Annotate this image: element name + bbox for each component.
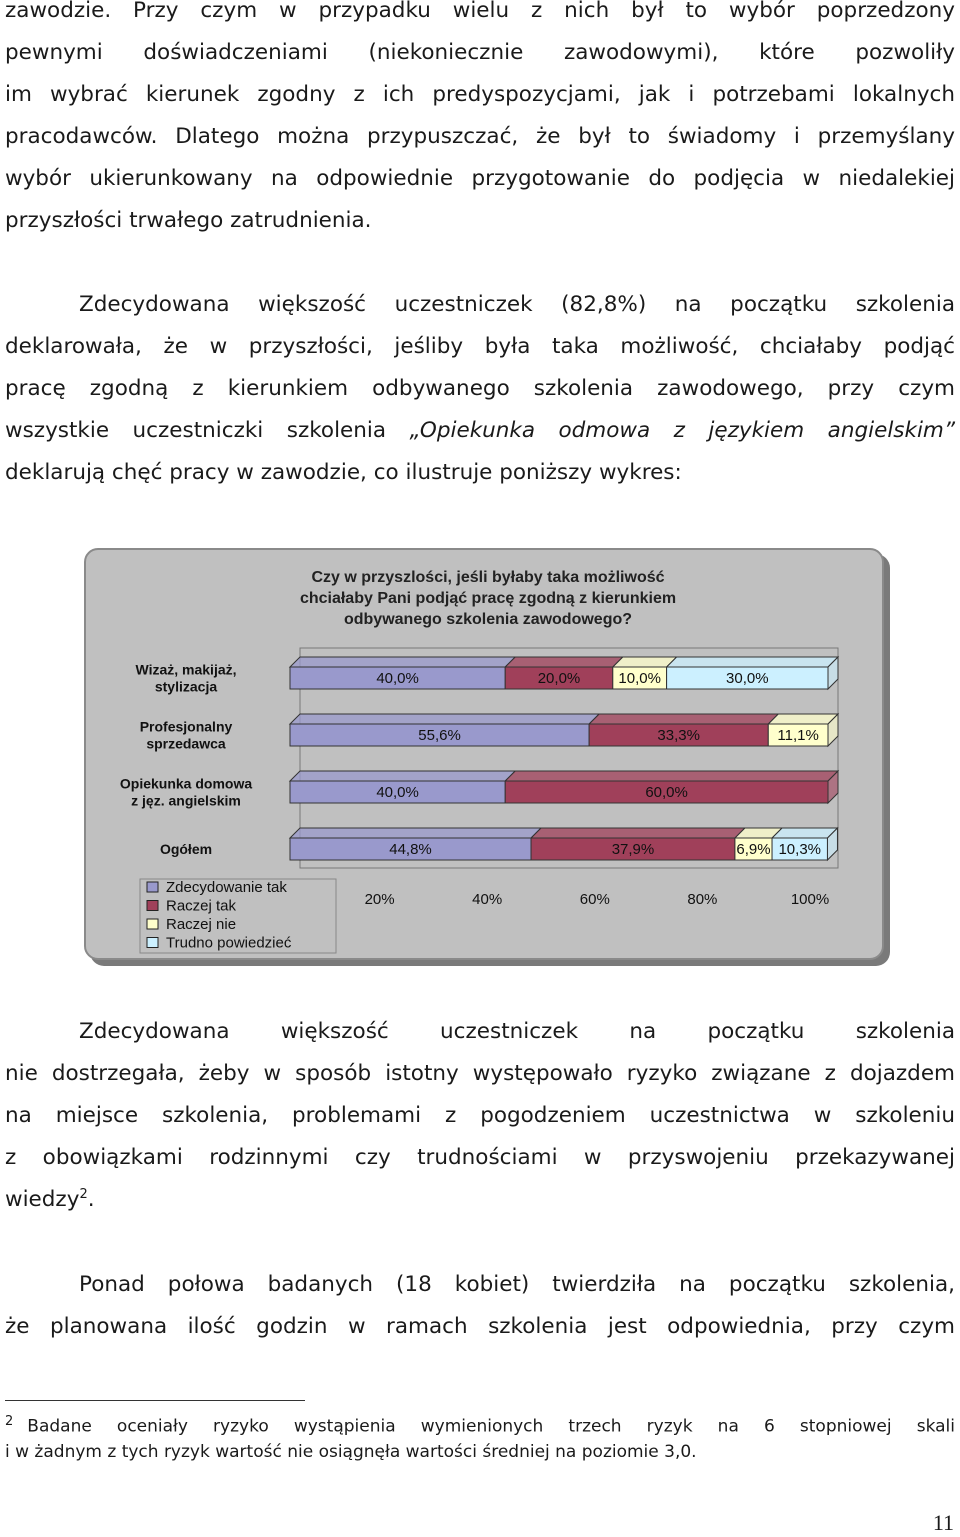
data-label: 60,0% [645,784,688,801]
text-line: deklarują chęć pracy w zawodzie, co ilustruje poniższy wykres: [5,460,682,485]
text-line: pracodawców. Dlatego można przypuszczać, że był to świadomy i przemyślany [5,124,955,149]
data-label: 20,0% [537,670,581,687]
data-label: 55,6% [418,727,461,744]
bar-segment-top [290,714,599,724]
text-fragment: . [87,1187,95,1212]
paragraph-declaration [5,284,955,494]
stacked-bar-chart [86,550,882,958]
category-label: stylizacja [154,678,218,695]
category-label: Ogółem [159,841,213,857]
text-line: nie dostrzegała, żeby w sposób istotny występowało ryzyko związane z dojazdem [5,1061,955,1086]
bar-segment-top [772,828,837,838]
x-tick-label: 100% [790,891,830,908]
data-label: 30,0% [726,670,769,687]
legend-swatch [147,882,158,892]
text-line: zawodzie. Przy czym w przypadku wielu z nich był to wybór poprzedzony [5,0,955,23]
data-label: 44,8% [389,841,432,858]
legend-swatch [147,938,158,948]
footnote-mark: 2 [5,1414,14,1429]
paragraph-intro [5,0,955,242]
footnote-divider [5,1400,305,1401]
footnote-line: i w żadnym z tych ryzyk wartość nie osiągnęła wartości średniej na poziomie 3,0. [5,1441,697,1462]
footnote-reference[interactable]: 2 [79,1186,88,1202]
text-line: z obowiązkami rodzinnymi czy trudnościami w przyswojeniu przekazywanej [5,1145,955,1170]
legend-label: Trudno powiedzieć [166,934,292,952]
legend-swatch [147,901,158,911]
chart-title-line: Czy w przyszlości, jeśli byłaby taka możliwość [311,569,665,586]
data-label: 11,1% [777,727,819,744]
bar-segment-top [667,657,838,667]
bar-segment-top [505,771,838,781]
text-line: na miejsce szkolenia, problemami z pogodzeniem uczestnictwa w szkoleniu [5,1103,955,1128]
text-line: przyszłości trwałego zatrudnienia. [5,208,372,233]
paragraph-hours [5,1264,955,1348]
legend-swatch [147,919,158,929]
category-label: z jęz. angielskim [131,792,241,809]
paragraph-risk [5,1011,955,1221]
data-label: 6,9% [736,841,771,858]
text-line: Zdecydowana większość uczestniczek (82,8%) na początku szkolenia [79,292,955,317]
page-number: 11 [932,1510,954,1535]
course-name-italic: „Opiekunka odmowa z językiem angielskim” [409,418,956,443]
bar-segment-top [290,771,515,781]
x-tick-label: 20% [364,891,395,908]
bar-segment-top [290,828,541,838]
data-label: 33,3% [657,727,700,744]
legend-label: Raczej tak [166,897,237,915]
text-line [5,410,955,452]
text-fragment: wszystkie uczestniczki szkolenia [5,418,410,443]
footnote-line [5,1409,955,1440]
chart-frame [84,548,884,960]
x-tick-label: 60% [579,891,610,908]
data-label: 10,0% [618,670,661,687]
x-tick-label: 80% [687,891,718,908]
footnote-text: Badane oceniały ryzyko wystąpienia wymienionych trzech ryzyk na 6 stopniowej skali [27,1416,955,1437]
bar-segment-top [768,714,838,724]
data-label: 37,9% [611,841,655,858]
x-tick-label: 40% [472,891,503,908]
category-label: Wizaż, makijaż, [135,661,237,678]
text-line: Ponad połowa badanych (18 kobiet) twierdziła na początku szkolenia, [79,1272,955,1297]
data-label: 40,0% [376,784,419,801]
data-label: 40,0% [376,670,419,687]
text-line: Zdecydowana większość uczestniczek na początku szkolenia [79,1019,955,1044]
legend-label: Raczej nie [166,916,237,933]
category-label: Profesjonalny [139,718,233,735]
text-fragment: wiedzy [5,1187,80,1212]
text-line: pewnymi doświadczeniami (niekoniecznie zawodowymi), które pozwoliły [5,40,955,65]
data-label: 10,3% [778,841,822,858]
legend-label: Zdecydowanie tak [166,879,287,896]
bar-segment-top [613,657,677,667]
footnote [5,1409,955,1465]
bar-segment-top [589,714,778,724]
chart-title-line: odbywanego szkolenia zawodowego? [343,611,633,628]
bar-segment-top [505,657,623,667]
text-line: im wybrać kierunek zgodny z ich predyspozycjami, jak i potrzebami lokalnych [5,82,955,107]
text-line: pracę zgodną z kierunkiem odbywanego szkolenia zawodowego, przy czym [5,376,955,401]
text-line: że planowana ilość godzin w ramach szkolenia jest odpowiednia, przy czym [5,1314,955,1339]
text-line [5,1179,955,1221]
bar-segment-top [290,657,515,667]
text-line: deklarowała, że w przyszłości, jeśliby była taka możliwość, chciałaby podjąć [5,334,955,359]
bar-segment-top [531,828,745,838]
category-label: sprzedawca [146,735,226,752]
text-line: wybór ukierunkowany na odpowiednie przygotowanie do podjęcia w niedalekiej [5,166,955,191]
chart-title-line: chciałaby Pani podjąć pracę zgodną z kierunkiem [299,590,677,607]
category-label: Opiekunka domowa [119,775,253,792]
